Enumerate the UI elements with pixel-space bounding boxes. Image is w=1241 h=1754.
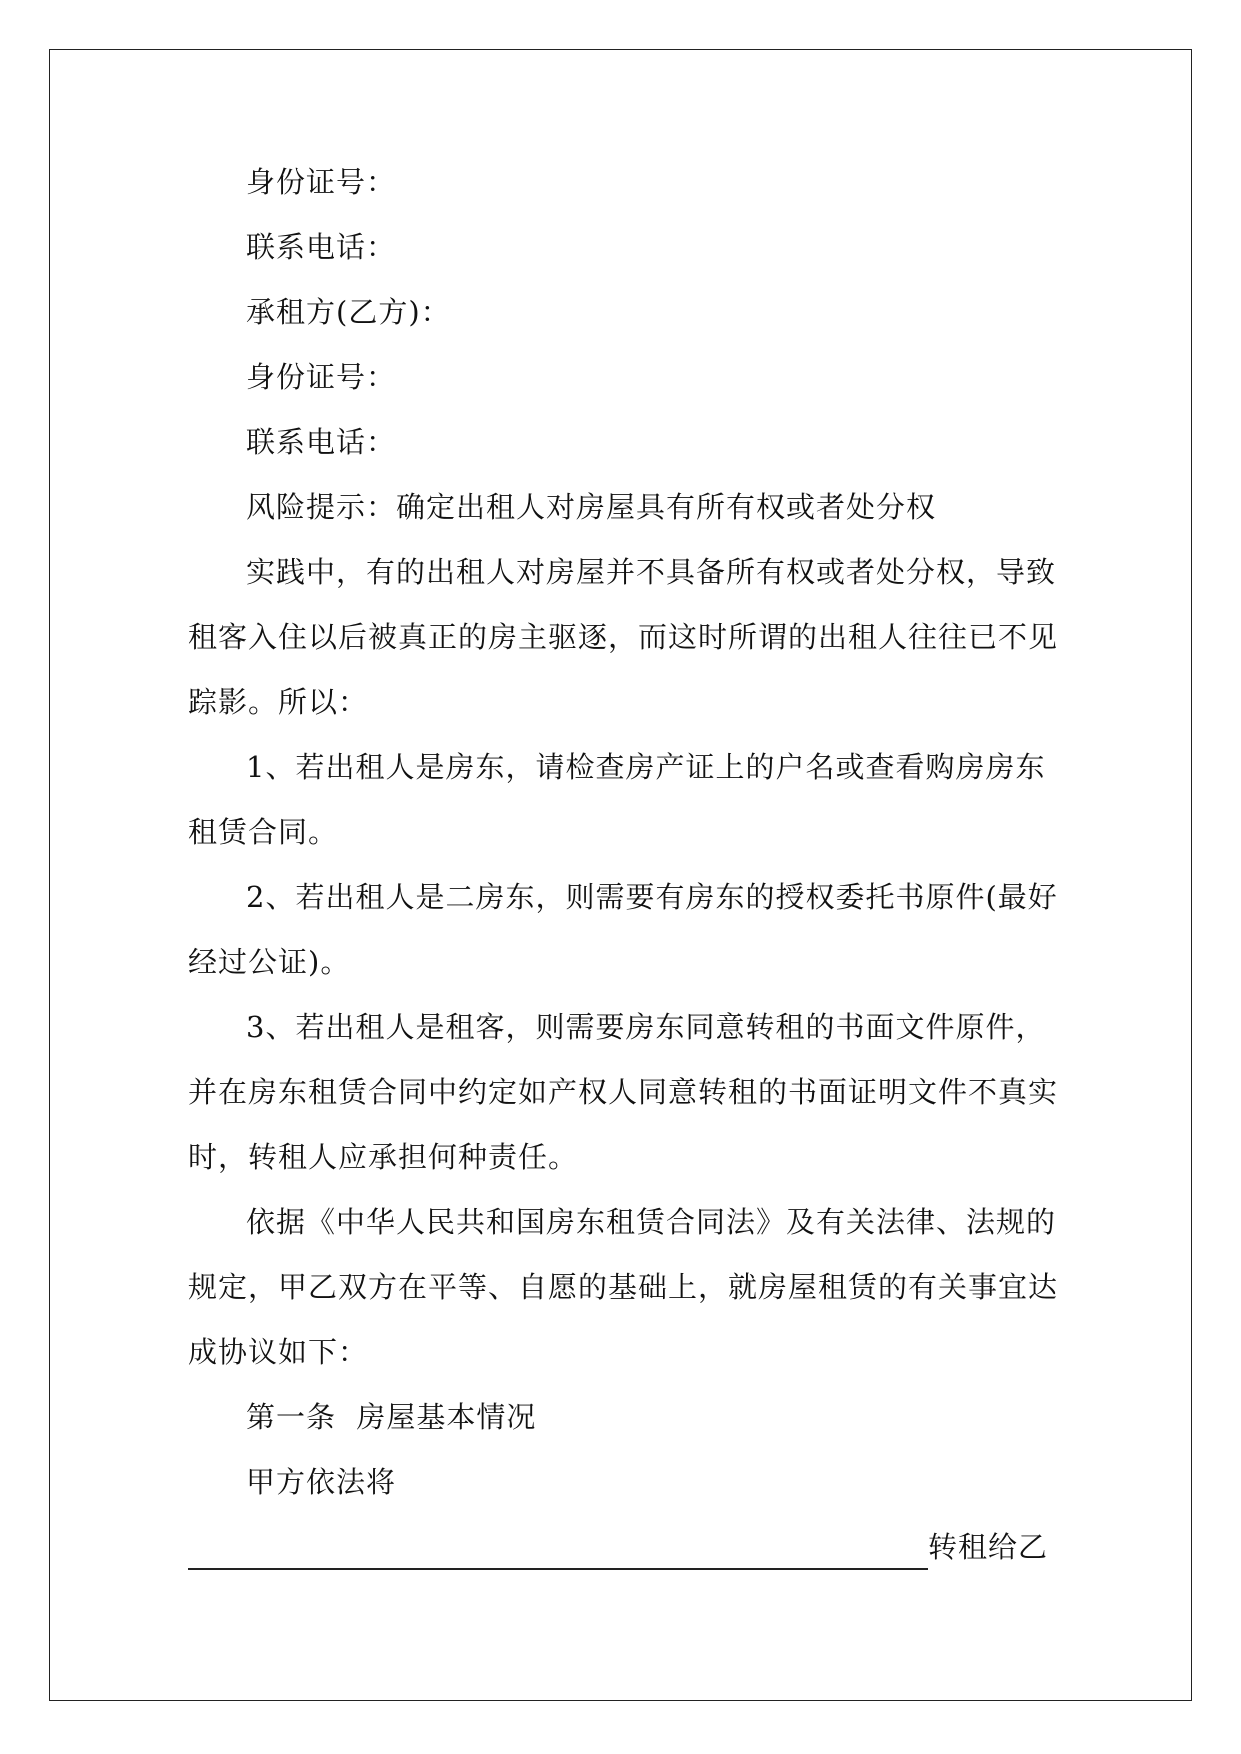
blank-underline <box>188 1532 928 1570</box>
paragraph-item-2: 2、若出租人是二房东，则需要有房东的授权委托书原件(最好经过公证)。 <box>188 880 1058 979</box>
paragraph-lessor-phone: 联系电话： <box>246 230 397 264</box>
paragraph-lessee: 承租方(乙方)： <box>246 295 451 329</box>
article-1-heading: 第一条 房屋基本情况 <box>246 1400 537 1434</box>
fill-in-blank-line <box>188 1515 1068 1580</box>
paragraph-party-a-transfer: 甲方依法将 <box>246 1465 397 1499</box>
blank-trailing-text: 转租给乙 <box>928 1530 1049 1564</box>
paragraph-legal-basis: 依据《中华人民共和国房东租赁合同法》及有关法律、法规的规定，甲乙双方在平等、自愿的基础上，就房屋租赁的有关事宜达成协议如下： <box>188 1205 1059 1369</box>
paragraph-item-1: 1、若出租人是房东，请检查房产证上的户名或查看购房房东租赁合同。 <box>188 750 1046 849</box>
paragraph-lessor-id: 身份证号： <box>246 165 397 199</box>
paragraph-practice: 实践中，有的出租人对房屋并不具备所有权或者处分权，导致租客入住以后被真正的房主驱逐，而这时所谓的出租人往往已不见踪影。所以： <box>188 555 1059 719</box>
paragraph-lessee-id: 身份证号： <box>246 360 397 394</box>
paragraph-item-3: 3、若出租人是租客，则需要房东同意转租的书面文件原件，并在房东租赁合同中约定如产权人同意转租的书面证明文件不真实时，转租人应承担何种责任。 <box>188 1010 1059 1174</box>
paragraph-lessee-phone: 联系电话： <box>246 425 397 459</box>
paragraph-risk-notice: 风险提示：确定出租人对房屋具有所有权或者处分权 <box>246 490 937 524</box>
document-body <box>188 150 1068 1580</box>
